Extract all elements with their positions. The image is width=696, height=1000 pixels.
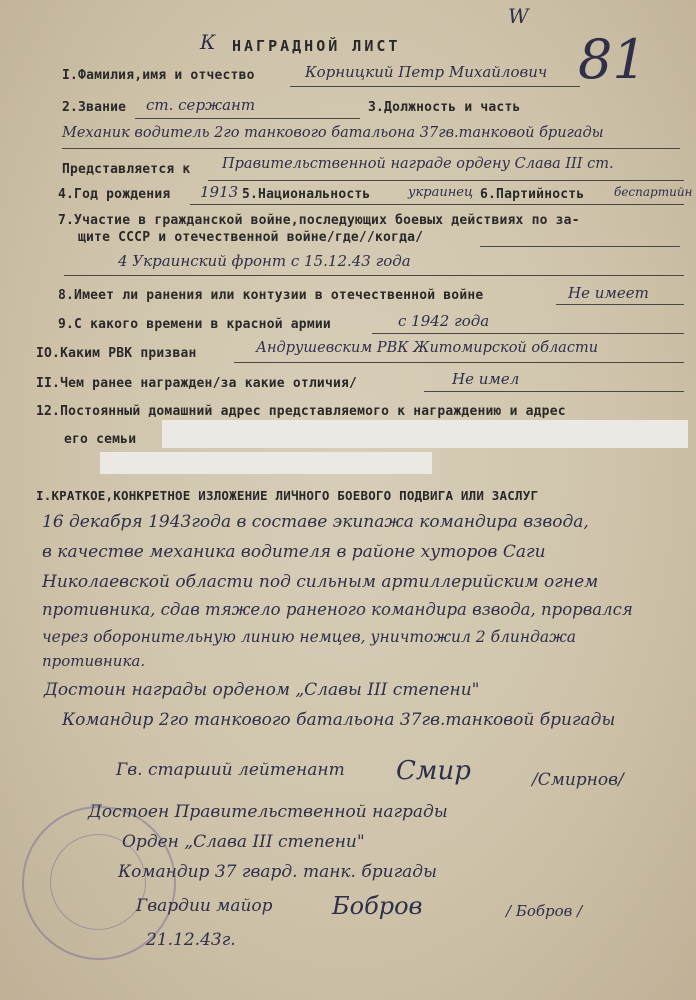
- field-name-label: I.Фамилия,имя и отчество: [62, 68, 255, 83]
- field-service-since-value: с 1942 года: [398, 312, 490, 330]
- resolution-name: / Бобров /: [506, 902, 583, 920]
- section2-title: I.КРАТКОЕ,КОНКРЕТНОЕ ИЗЛОЖЕНИЕ ЛИЧНОГО БОЕВОГО ПОДВИГА ИЛИ ЗАСЛУГ: [36, 488, 539, 503]
- resolution-signature: Бобров: [332, 892, 423, 920]
- field-draft-underline: [234, 362, 684, 363]
- redacted-address: [162, 420, 688, 448]
- field-prior-awards-label: II.Чем ранее награжден/за какие отличия/: [36, 376, 358, 391]
- field-draft-label: IO.Каким РВК призван: [36, 346, 197, 361]
- field-row4-underline: [190, 204, 684, 205]
- field-birthyear-label: 4.Год рождения: [58, 187, 171, 202]
- narrative-line-2: в качестве механика водителя в районе хуторов Саги: [42, 542, 546, 562]
- narrative-line-1: 16 декабря 1943года в составе экипажа командира взвода,: [42, 512, 589, 532]
- field-wounds-underline: [556, 304, 684, 305]
- document-title: НАГРАДНОЙ ЛИСТ: [232, 37, 401, 55]
- field-service-since-underline: [372, 333, 684, 334]
- field-prior-awards-underline: [424, 391, 684, 392]
- presented-label: Представляется к: [62, 162, 191, 177]
- commander-line: Командир 2го танкового батальона 37гв.танковой бригады: [62, 710, 616, 730]
- narrative-line-4: противника, сдав тяжело раненого командира взвода, прорвался: [42, 600, 633, 619]
- field-address-label-2: его семьи: [64, 432, 137, 447]
- field-address-label-1: 12.Постоянный домашний адрес представляемого к награждению и адрес: [36, 404, 566, 419]
- field-warparticipation-value: 4 Украинский фронт с 15.12.43 года: [118, 252, 411, 270]
- presented-underline: [208, 180, 684, 181]
- resolution-date: 21.12.43г.: [146, 930, 236, 950]
- field-birthyear-value: 1913: [200, 183, 239, 201]
- field-rank-underline: [135, 118, 360, 119]
- field-wounds-value: Не имеет: [568, 284, 649, 302]
- field-warparticipation-underline-1: [480, 246, 680, 247]
- field-party-label: 6.Партийность: [480, 187, 585, 202]
- field-position-value: Механик водитель 2го танкового батальона 37гв.танковой бригады: [62, 125, 604, 141]
- archive-number: 81: [578, 28, 647, 91]
- commander-signature: Смир: [396, 756, 471, 786]
- narrative-line-3: Николаевской области под сильным артиллерийским огнем: [42, 572, 599, 592]
- resolution-line-1: Достоен Правительственной награды: [88, 802, 448, 822]
- field-nationality-label: 5.Национальность: [242, 187, 371, 202]
- resolution-line-3: Командир 37 гвард. танк. бригады: [118, 862, 437, 882]
- resolution-rank: Гвардии майор: [136, 896, 273, 916]
- field-rank-label: 2.Звание: [62, 100, 127, 115]
- field-draft-value: Андрушевским РВК Житомирской области: [256, 340, 599, 356]
- narrative-line-6: противника.: [42, 652, 146, 670]
- field-warparticipation-label-2: щите СССР и отечественной войне/где//когда/: [78, 230, 424, 245]
- resolution-line-2: Орден „Слава III степени": [122, 832, 365, 852]
- commander-rank: Гв. старший лейтенант: [116, 760, 345, 780]
- field-warparticipation-underline-2: [64, 275, 684, 276]
- worthy-line: Достоин награды орденом „Славы III степени": [44, 680, 480, 700]
- field-name-value: Корницкий Петр Михайлович: [305, 63, 548, 81]
- field-name-underline: [290, 86, 580, 87]
- field-party-value: беспартийн: [614, 185, 693, 199]
- commander-name: /Смирнов/: [532, 770, 624, 790]
- field-warparticipation-label-1: 7.Участие в гражданской войне,последующих боевых действиях по за-: [58, 213, 580, 228]
- field-position-underline: [62, 148, 680, 149]
- prefix-mark: К: [200, 30, 216, 54]
- field-nationality-value: украинец: [408, 185, 474, 200]
- presented-value: Правительственной награде ордену Слава III ст.: [222, 156, 614, 172]
- corner-mark: W: [508, 4, 529, 28]
- narrative-line-5: через оборонительную линию немцев, уничтожил 2 блиндажа: [42, 628, 577, 646]
- field-prior-awards-value: Не имел: [452, 370, 520, 388]
- field-position-label: 3.Должность и часть: [368, 100, 521, 115]
- field-wounds-label: 8.Имеет ли ранения или контузии в отечественной войне: [58, 288, 484, 303]
- field-service-since-label: 9.С какого времени в красной армии: [58, 317, 331, 332]
- redacted-address-2: [100, 452, 432, 474]
- field-rank-value: ст. сержант: [146, 96, 256, 114]
